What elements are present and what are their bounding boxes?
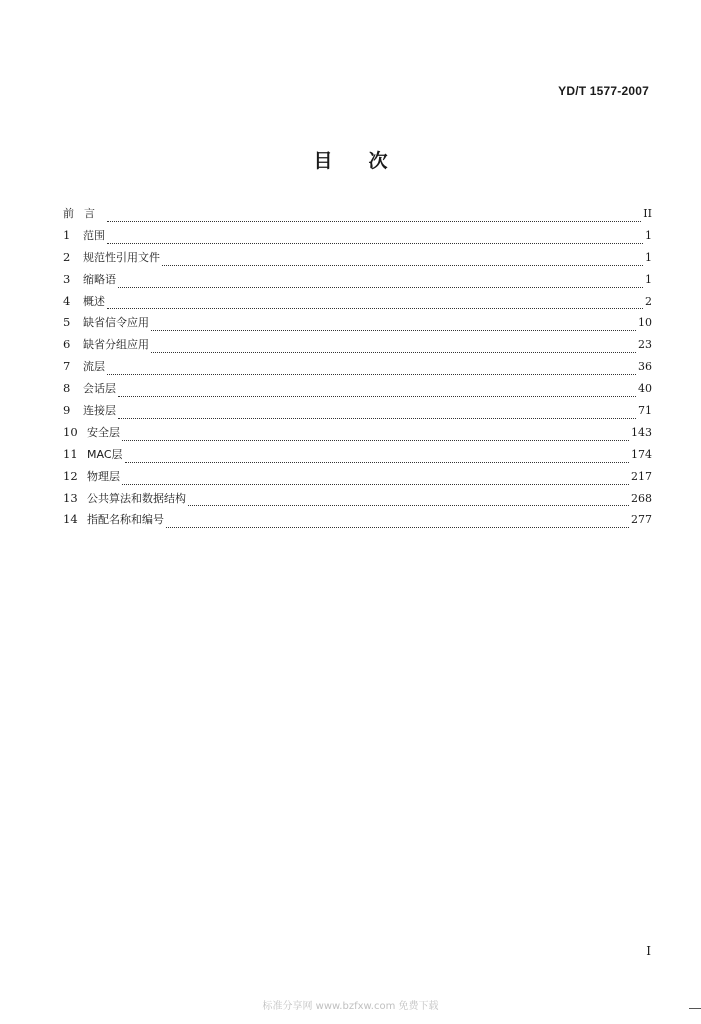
dot-leader: [162, 264, 643, 266]
toc-entry[interactable]: [63, 271, 652, 293]
toc-entry[interactable]: [63, 249, 652, 271]
toc-entry-label: MAC层: [87, 447, 123, 461]
toc-entry[interactable]: [63, 490, 652, 512]
toc-entry-number: 6: [63, 337, 71, 352]
dot-leader: [107, 373, 636, 375]
toc-entry-label: 安全层: [87, 425, 120, 439]
page-title: [0, 146, 701, 173]
dot-leader: [188, 504, 629, 506]
toc-entry-number: 4: [63, 293, 71, 308]
title-char-1: 目: [313, 150, 333, 172]
table-of-contents: [63, 205, 652, 533]
document-code: YD/T 1577-2007: [558, 84, 649, 98]
toc-entry-number: 8: [63, 381, 71, 396]
toc-entry-label: 缺省信令应用: [83, 316, 149, 330]
dot-leader: [151, 351, 636, 353]
toc-entry-label: 前言: [63, 207, 105, 220]
toc-entry-foreword[interactable]: [63, 205, 652, 227]
toc-entry-page: II: [643, 207, 652, 220]
toc-entry-number: 9: [63, 403, 71, 418]
dot-leader: [107, 307, 643, 309]
toc-entry[interactable]: [63, 380, 652, 402]
toc-entry[interactable]: [63, 358, 652, 380]
toc-entry-page: 71: [638, 404, 652, 418]
toc-entry-number: 14: [63, 512, 78, 527]
toc-entry[interactable]: [63, 511, 652, 533]
toc-entry[interactable]: [63, 314, 652, 336]
toc-entry-label: 缺省分组应用: [83, 338, 149, 352]
toc-entry-label: 会话层: [83, 382, 116, 396]
toc-entry-number: 3: [63, 271, 71, 286]
toc-entry-page: 143: [631, 425, 652, 439]
toc-entry[interactable]: [63, 402, 652, 424]
dot-leader: [118, 417, 636, 419]
toc-entry-page: 1: [645, 228, 652, 242]
toc-entry-page: 2: [645, 294, 652, 308]
toc-entry-label: 连接层: [83, 404, 116, 418]
toc-entry-label: 公共算法和数据结构: [87, 491, 186, 505]
page-number: I: [646, 944, 651, 958]
dot-leader: [125, 461, 629, 463]
toc-entry-label: 物理层: [87, 469, 120, 483]
toc-entry[interactable]: [63, 468, 652, 490]
toc-entry[interactable]: [63, 227, 652, 249]
toc-entry-number: 5: [63, 315, 71, 330]
scan-artifact-line: [689, 1008, 701, 1009]
toc-entry-number: 10: [63, 424, 78, 439]
toc-entry[interactable]: [63, 336, 652, 358]
toc-entry[interactable]: [63, 424, 652, 446]
toc-entry-number: 7: [63, 359, 71, 374]
toc-entry[interactable]: [63, 293, 652, 315]
toc-entry-number: 1: [63, 227, 71, 242]
title-char-2: 次: [368, 150, 388, 172]
watermark: 标准分享网 www.bzfxw.com 免费下载: [262, 1001, 439, 1012]
toc-entry[interactable]: [63, 446, 652, 468]
toc-entry-page: 10: [638, 316, 652, 330]
toc-entry-page: 268: [631, 491, 652, 505]
dot-leader: [166, 526, 629, 528]
toc-entry-label: 指配名称和编号: [87, 513, 164, 527]
dot-leader: [118, 286, 643, 288]
toc-entry-page: 40: [638, 382, 652, 396]
toc-entry-label: 流层: [83, 360, 105, 374]
toc-entry-page: 36: [638, 360, 652, 374]
toc-entry-number: 12: [63, 468, 78, 483]
dot-leader: [151, 329, 636, 331]
toc-entry-label: 范围: [83, 228, 105, 242]
toc-entry-page: 174: [631, 447, 652, 461]
toc-entry-page: 1: [645, 272, 652, 286]
dot-leader: [118, 395, 636, 397]
toc-entry-label: 缩略语: [83, 272, 116, 286]
toc-entry-number: 13: [63, 490, 78, 505]
toc-entry-page: 277: [631, 513, 652, 527]
toc-entry-page: 217: [631, 469, 652, 483]
toc-entry-label: 概述: [83, 294, 105, 308]
dot-leader: [107, 220, 641, 222]
toc-entry-number: 2: [63, 249, 71, 264]
toc-entry-label: 规范性引用文件: [83, 250, 160, 264]
dot-leader: [107, 242, 643, 244]
toc-entry-page: 1: [645, 250, 652, 264]
toc-entry-page: 23: [638, 338, 652, 352]
toc-entry-number: 11: [63, 446, 78, 461]
dot-leader: [122, 483, 629, 485]
dot-leader: [122, 439, 629, 441]
